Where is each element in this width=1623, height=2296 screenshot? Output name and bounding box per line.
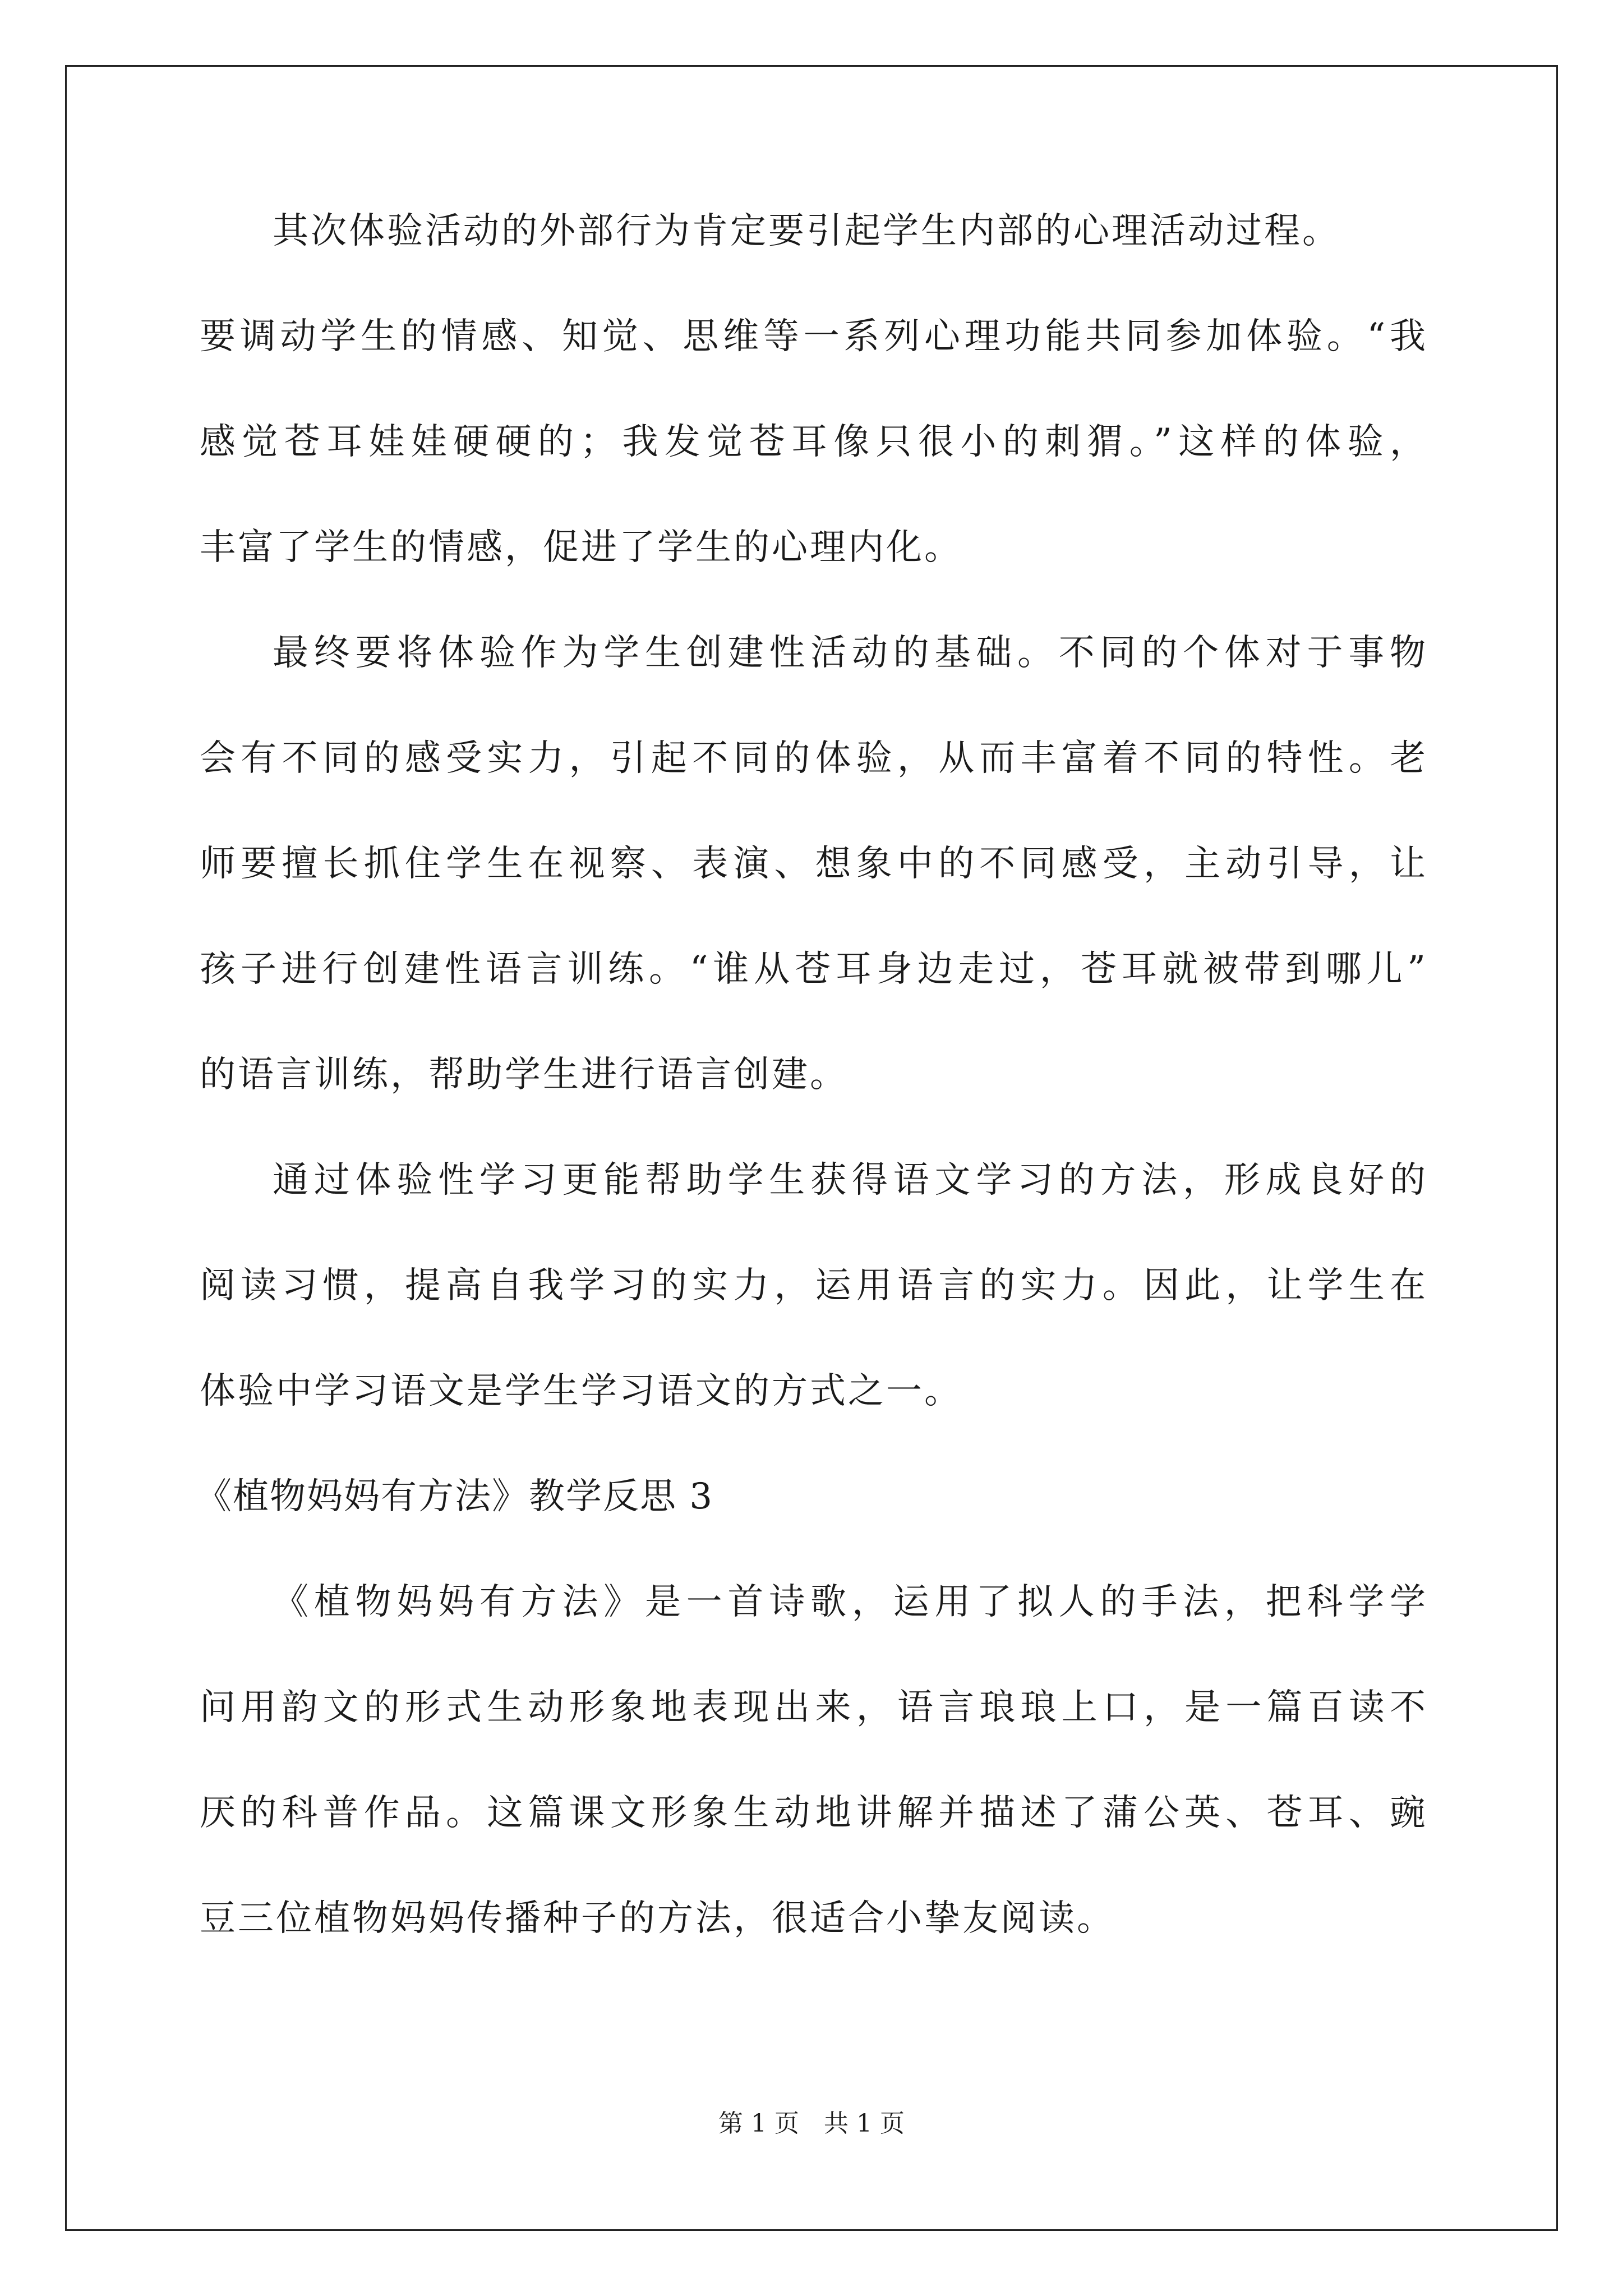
paragraph-4-line-2: 问用韵文的形式生动形象地表现出来，语言琅琅上口，是一篇百读不 <box>200 1687 1428 1728</box>
paragraph-1-line-4: 丰富了学生的情感，促进了学生的心理内化。 <box>200 527 962 568</box>
section-heading: 《植物妈妈有方法》教学反思 3 <box>196 1476 714 1517</box>
paragraph-3-line-2: 阅读习惯，提高自我学习的实力，运用语言的实力。因此，让学生在 <box>200 1265 1428 1306</box>
paragraph-2-line-5: 的语言训练，帮助学生进行语言创建。 <box>200 1054 848 1096</box>
paragraph-3-line-1: 通过体验性学习更能帮助学生获得语文学习的方法，形成良好的 <box>273 1159 1428 1201</box>
paragraph-2-line-3: 师要擅长抓住学生在视察、表演、想象中的不同感受，主动引导，让 <box>200 843 1428 885</box>
paragraph-4-line-3: 厌的科普作品。这篇课文形象生动地讲解并描述了蒲公英、苍耳、豌 <box>200 1792 1428 1834</box>
paragraph-1-line-2: 要调动学生的情感、知觉、思维等一系列心理功能共同参加体验。“我 <box>200 316 1428 357</box>
document-body <box>196 210 1428 2006</box>
paragraph-1-line-3: 感觉苍耳娃娃硬硬的；我发觉苍耳像只很小的刺猬。”这样的体验， <box>200 421 1428 463</box>
paragraph-1-line-1: 其次体验活动的外部行为肯定要引起学生内部的心理活动过程。 <box>273 210 1340 252</box>
paragraph-4-line-1: 《植物妈妈有方法》是一首诗歌，运用了拟人的手法，把科学学 <box>273 1581 1428 1623</box>
paragraph-3-line-3: 体验中学习语文是学生学习语文的方式之一。 <box>200 1370 962 1412</box>
paragraph-4-line-4: 豆三位植物妈妈传播种子的方法，很适合小挚友阅读。 <box>200 1898 1115 1939</box>
paragraph-2-line-2: 会有不同的感受实力，引起不同的体验，从而丰富着不同的特性。老 <box>200 738 1428 779</box>
paragraph-2-line-4: 孩子进行创建性语言训练。“谁从苍耳身边走过，苍耳就被带到哪儿” <box>200 949 1428 990</box>
page-number-footer: 第 1 页 共 1 页 <box>718 2109 905 2138</box>
paragraph-2-line-1: 最终要将体验作为学生创建性活动的基础。不同的个体对于事物 <box>273 632 1428 674</box>
